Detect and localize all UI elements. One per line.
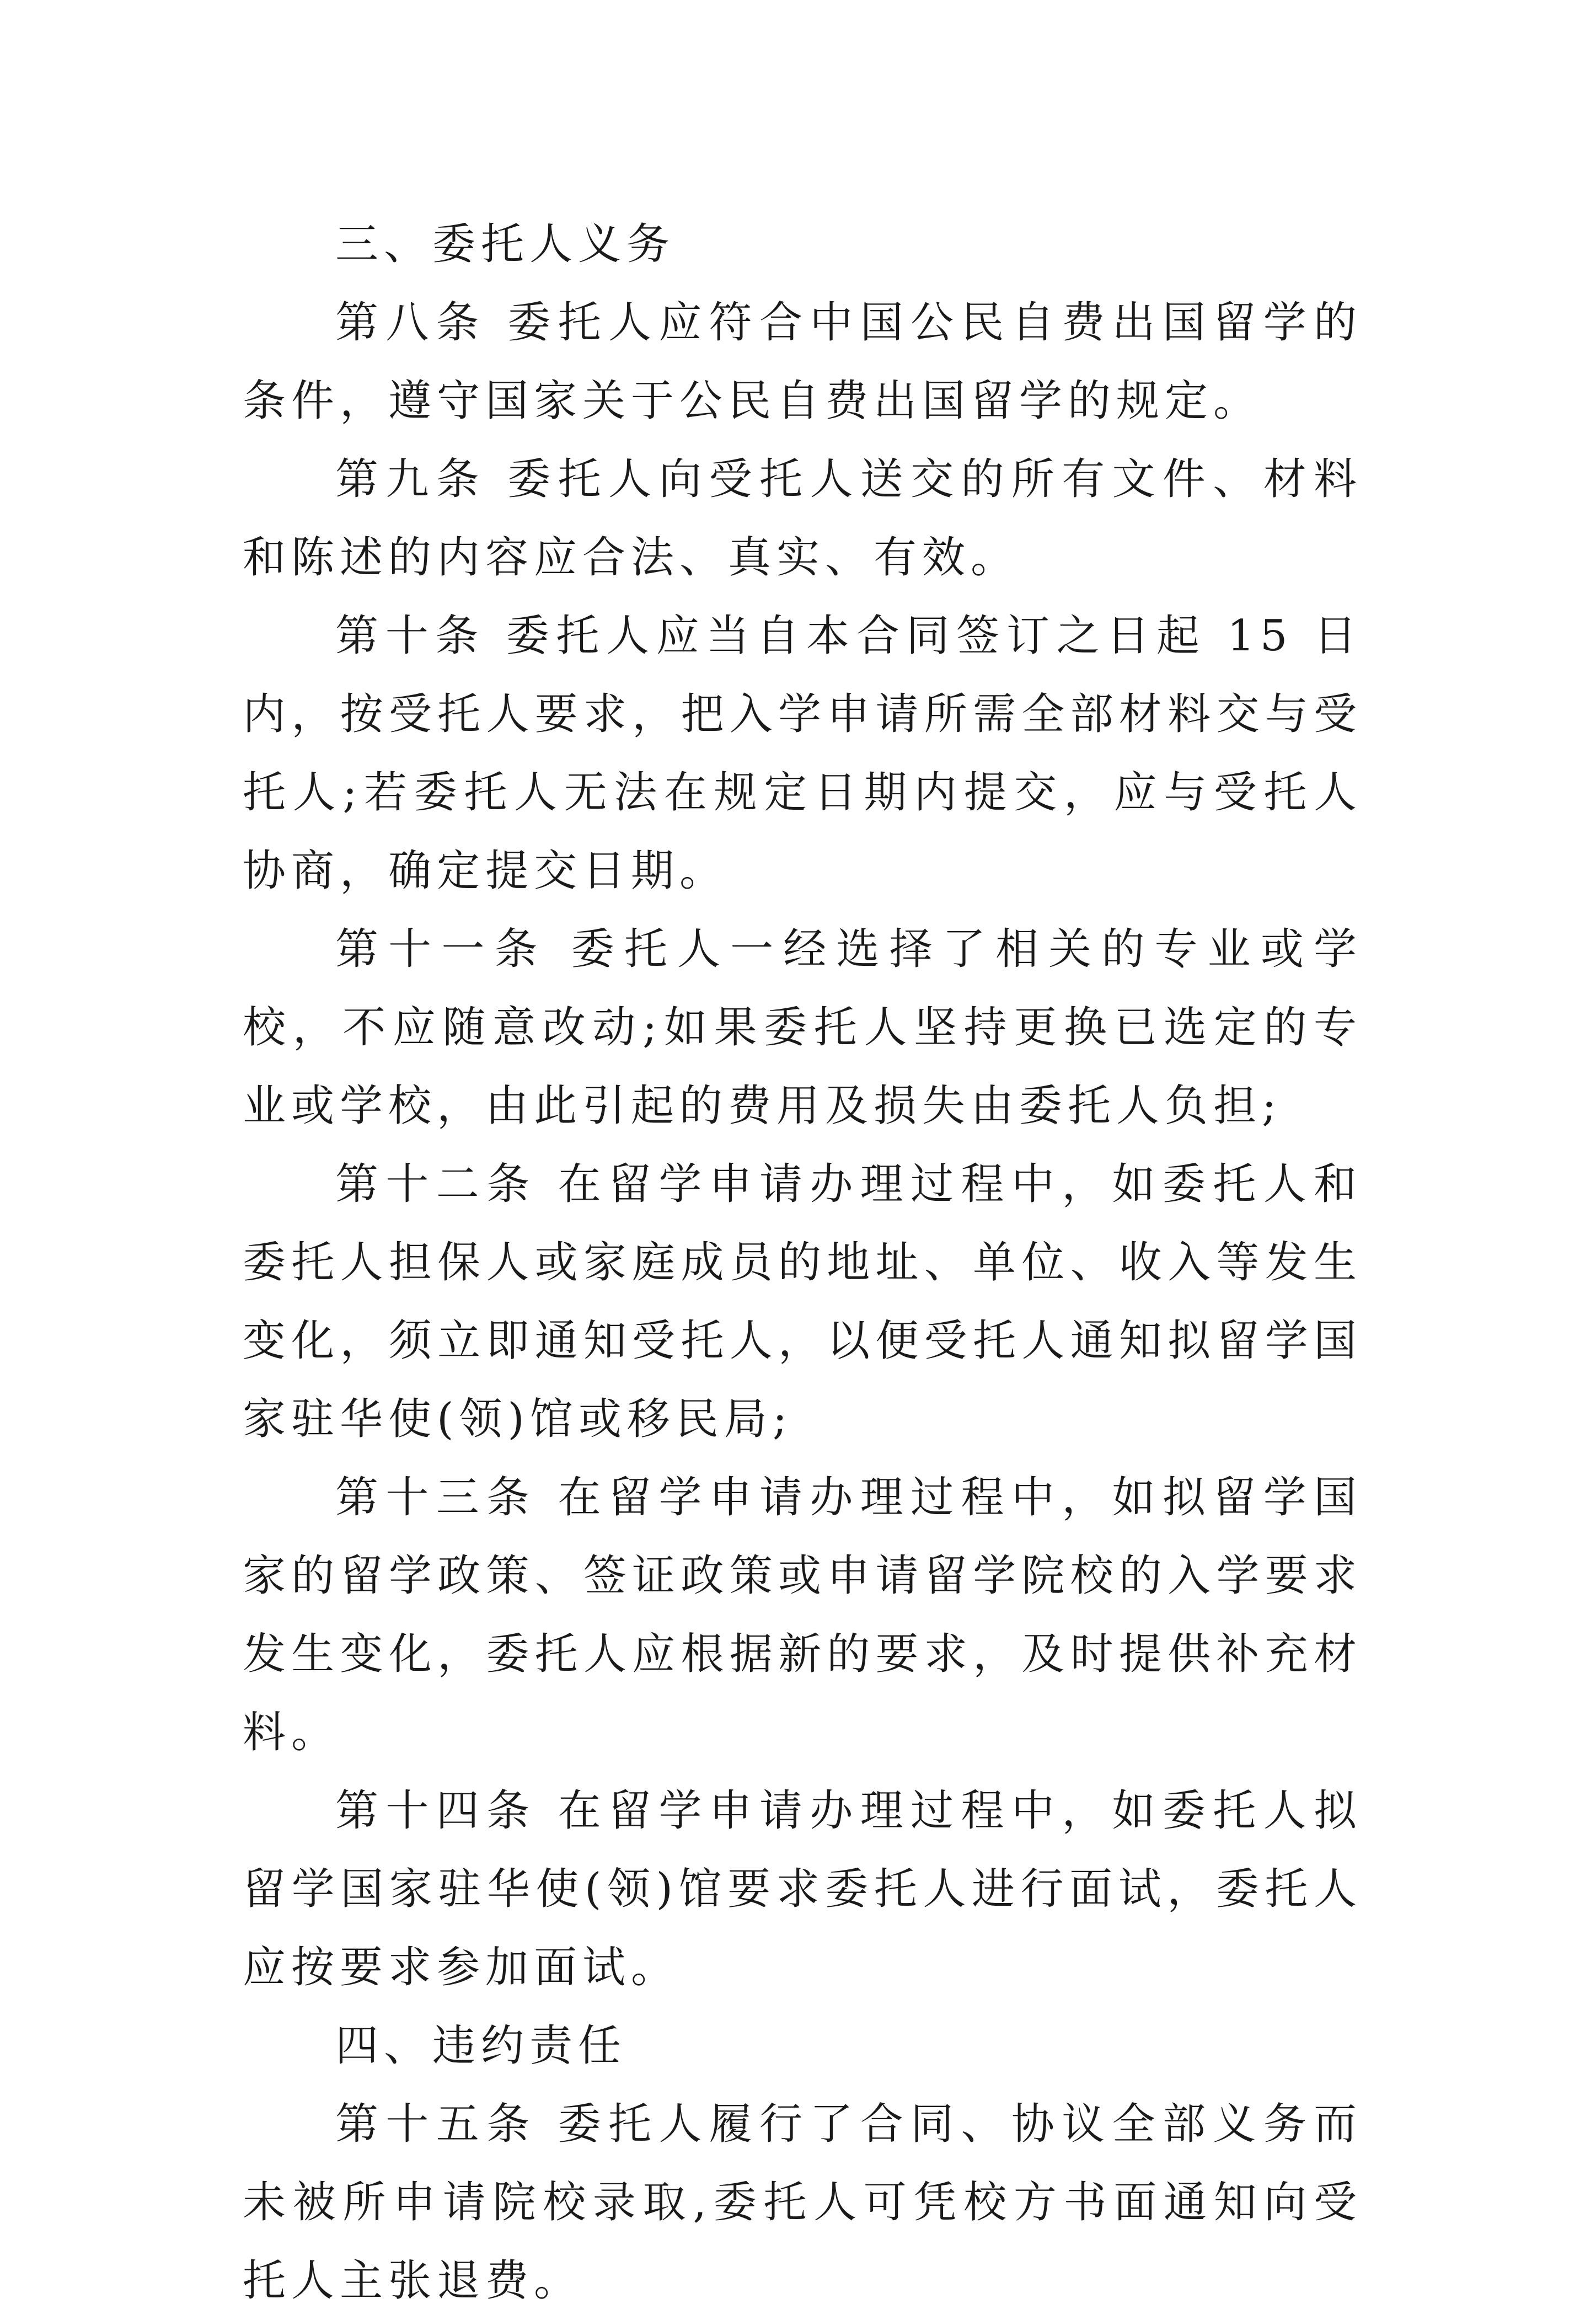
article-15: 第十五条 委托人履行了合同、协议全部义务而未被所申请院校录取,委托人可凭校方书面通知向受托人主张退费。 [243, 2099, 1362, 2306]
article-8: 第八条 委托人应符合中国公民自费出国留学的条件，遵守国家关于公民自费出国留学的规定。 [243, 298, 1362, 426]
article-11: 第十一条 委托人一经选择了相关的专业或学校，不应随意改动;如果委托人坚持更换已选定的专业或学校，由此引起的费用及损失由委托人负担; [243, 924, 1362, 1131]
section-heading-liability: 四、违约责任 [335, 2021, 627, 2071]
document-body [243, 205, 1362, 2320]
article-9: 第九条 委托人向受托人送交的所有文件、材料和陈述的内容应合法、真实、有效。 [243, 455, 1362, 582]
article-13: 第十三条 在留学申请办理过程中，如拟留学国家的留学政策、签证政策或申请留学院校的入学要求发生变化，委托人应根据新的要求，及时提供补充材料。 [243, 1473, 1362, 1757]
article-10: 第十条 委托人应当自本合同签订之日起 15 日内，按受托人要求，把入学申请所需全部材料交与受托人;若委托人无法在规定日期内提交，应与受托人协商，确定提交日期。 [243, 611, 1362, 896]
article-12: 第十二条 在留学申请办理过程中，如委托人和委托人担保人或家庭成员的地址、单位、收入等发生变化，须立即通知受托人，以便受托人通知拟留学国家驻华使(领)馆或移民局; [243, 1159, 1362, 1444]
section-heading-obligations: 三、委托人义务 [335, 220, 676, 269]
article-14: 第十四条 在留学申请办理过程中，如委托人拟留学国家驻华使(领)馆要求委托人进行面试，委托人应按要求参加面试。 [243, 1786, 1362, 1992]
